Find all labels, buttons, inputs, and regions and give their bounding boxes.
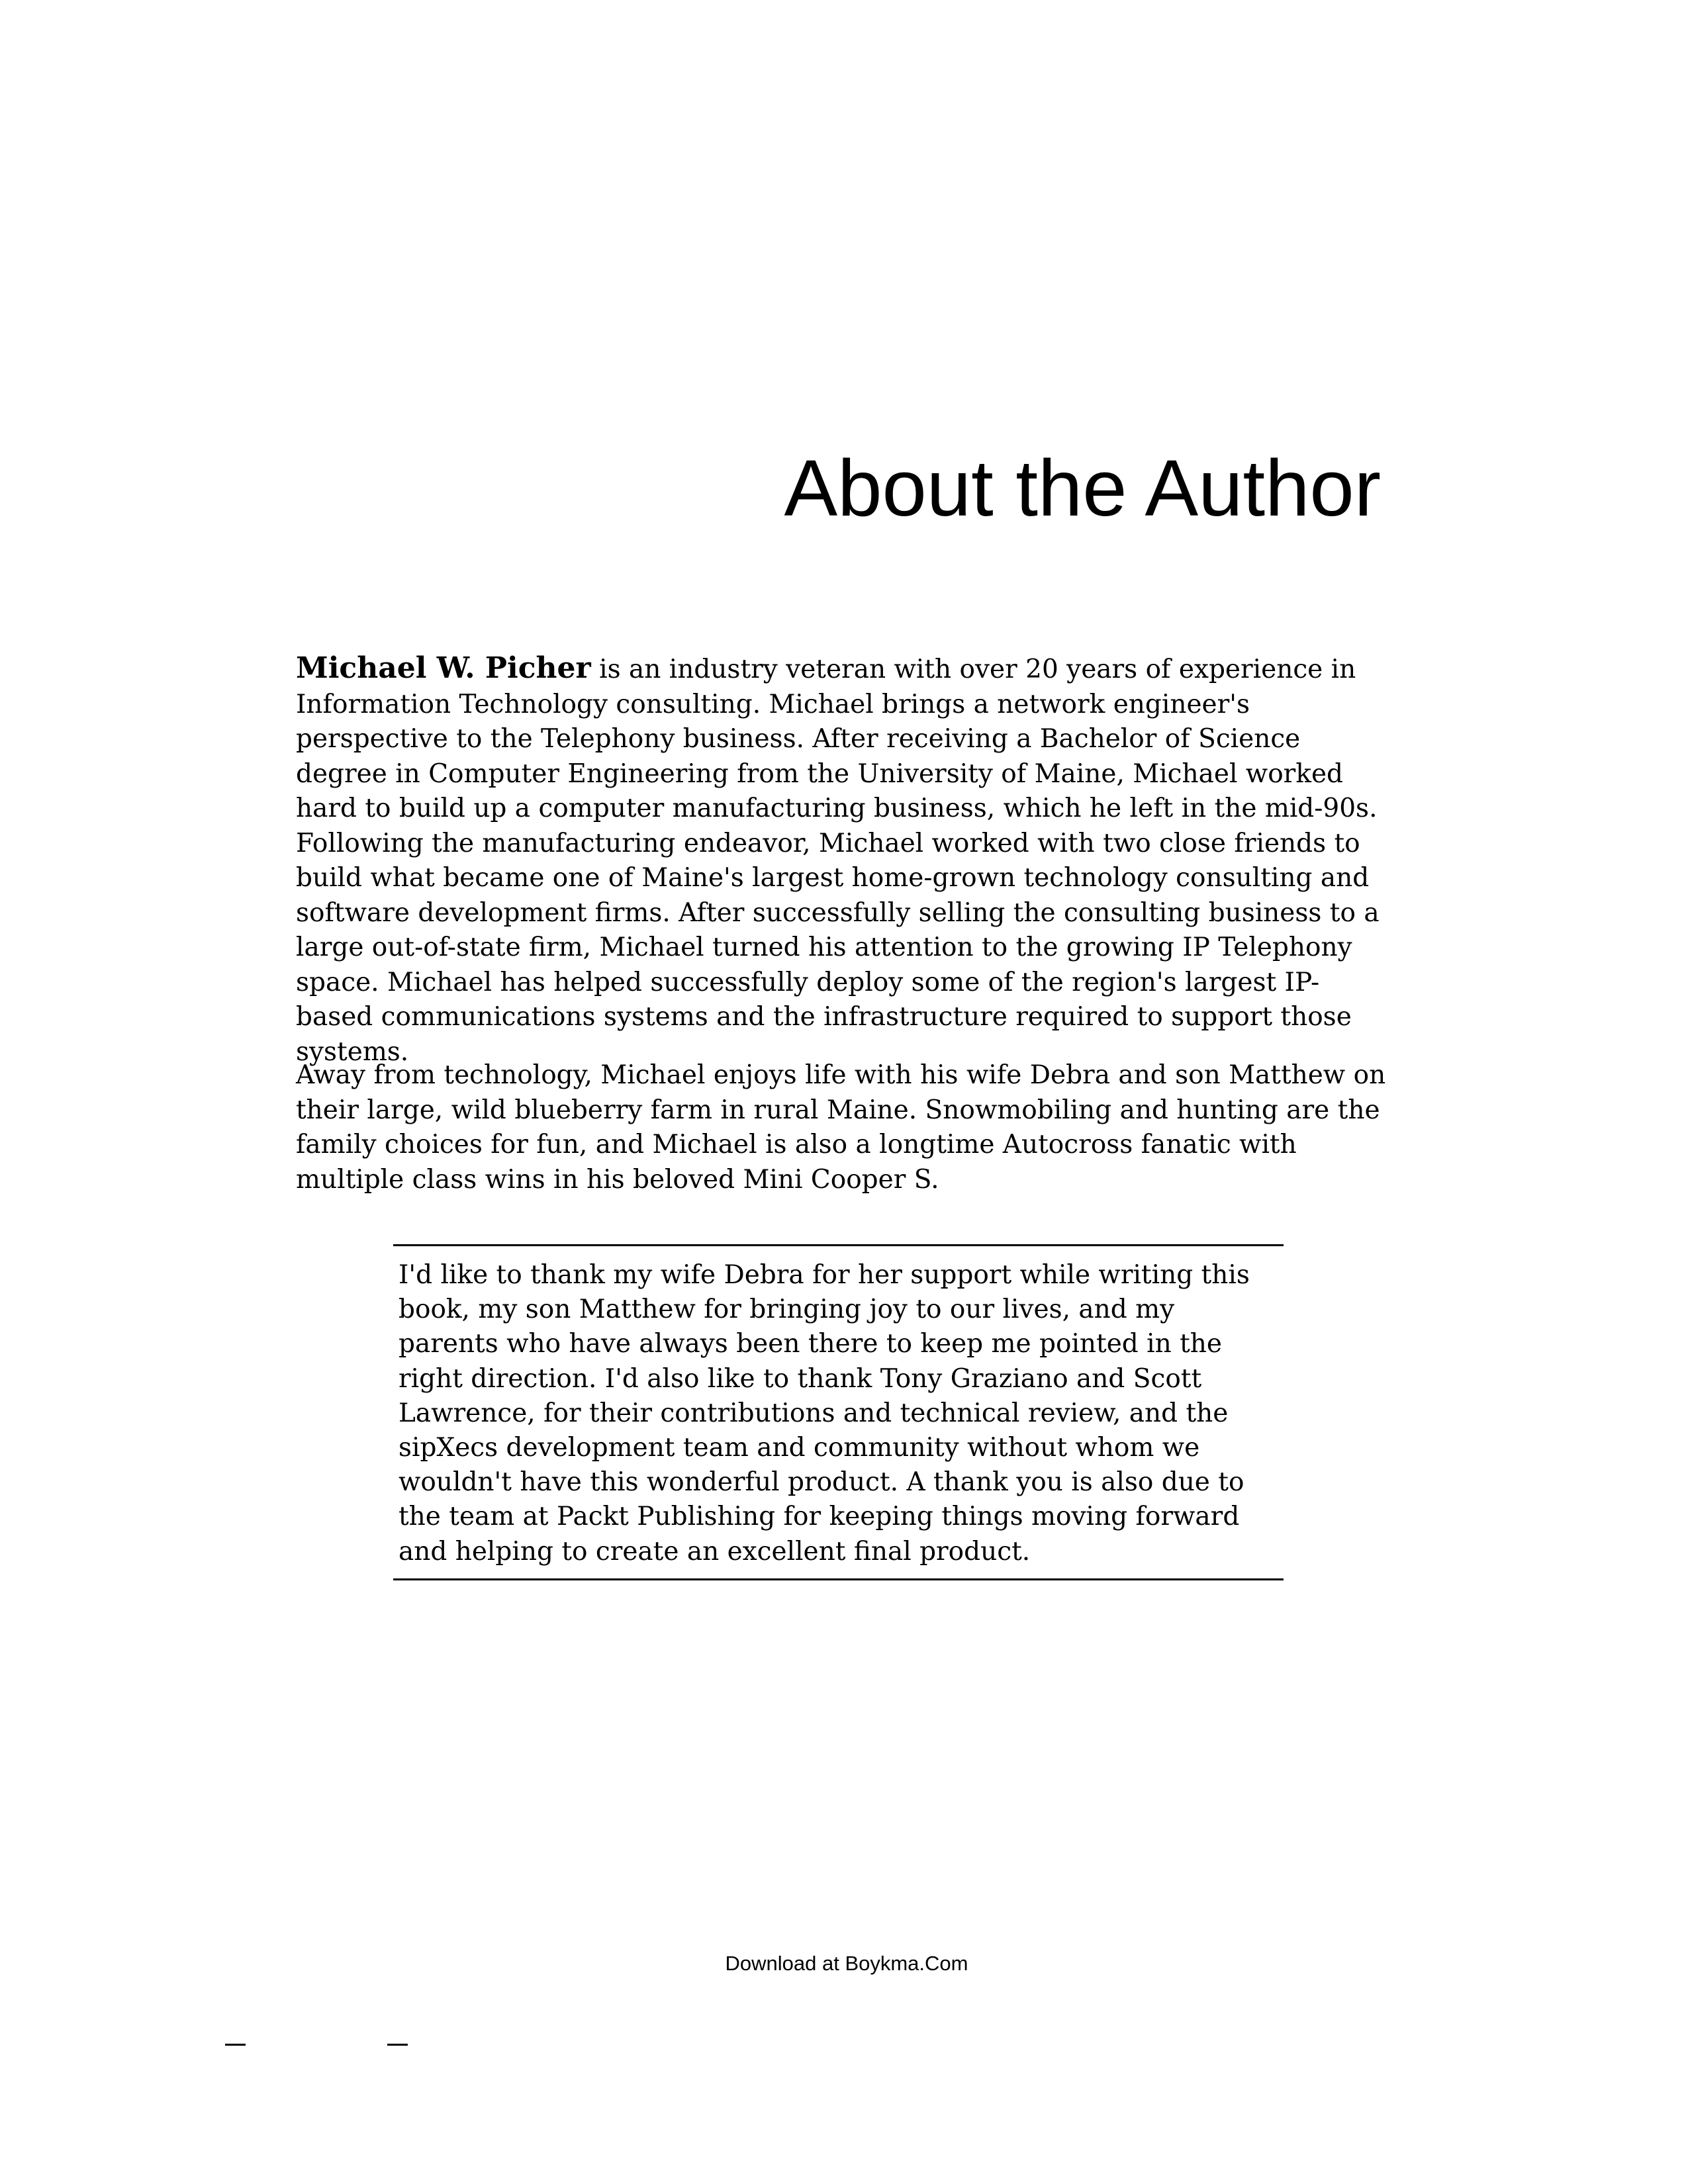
author-bio-text: is an industry veteran with over 20 years of experience in Information Technology consulting. Michael brings a network engineer's perspective to the Telephony business. After receiving a Bachelor of Science degree in Computer Engineering from the University of Maine, Michael worked hard to build up a computer manufacturing business, which he left in the mid-90s. Following the manufacturing endeavor, Michael worked with two close friends to build what became one of Maine's largest home-grown technology consulting and software development firms. After successfully selling the consulting business to a large out-of-state firm, Michael turned his attention to the growing IP Telephony space. Michael has helped successfully deploy some of the region's largest IP-based communications systems and the infrastructure required to support those systems. [296,655,1380,1067]
author-name: Michael W. Picher [296,651,591,685]
page-title: About the Author [784,443,1381,533]
personal-life-paragraph: Away from technology, Michael enjoys life with his wife Debra and son Matthew on their large, wild blueberry farm in rural Maine. Snowmobiling and hunting are the family choices for fun, and Michael is also a longtime Autocross fanatic with multiple class wins in his beloved Mini Cooper S. [296,1060,1386,1195]
author-bio-paragraph [296,651,1388,1069]
acknowledgement-text: I'd like to thank my wife Debra for her support while writing this book, my son Matthew for bringing joy to our lives, and my parents who have always been there to keep me pointed in the right direction. I'd also like to thank Tony Graziano and Scott Lawrence, for their contributions and technical review, and the sipXecs development team and community without whom we wouldn't have this wonderful product. A thank you is also due to the team at Packt Publishing for keeping things moving forward and helping to create an excellent final product. [399,1260,1250,1567]
acknowledgement-box [393,1244,1284,1580]
crop-mark-left [225,2044,246,2046]
crop-mark-right [387,2044,408,2046]
download-footer: Download at Boykma.Com [725,1952,968,1975]
